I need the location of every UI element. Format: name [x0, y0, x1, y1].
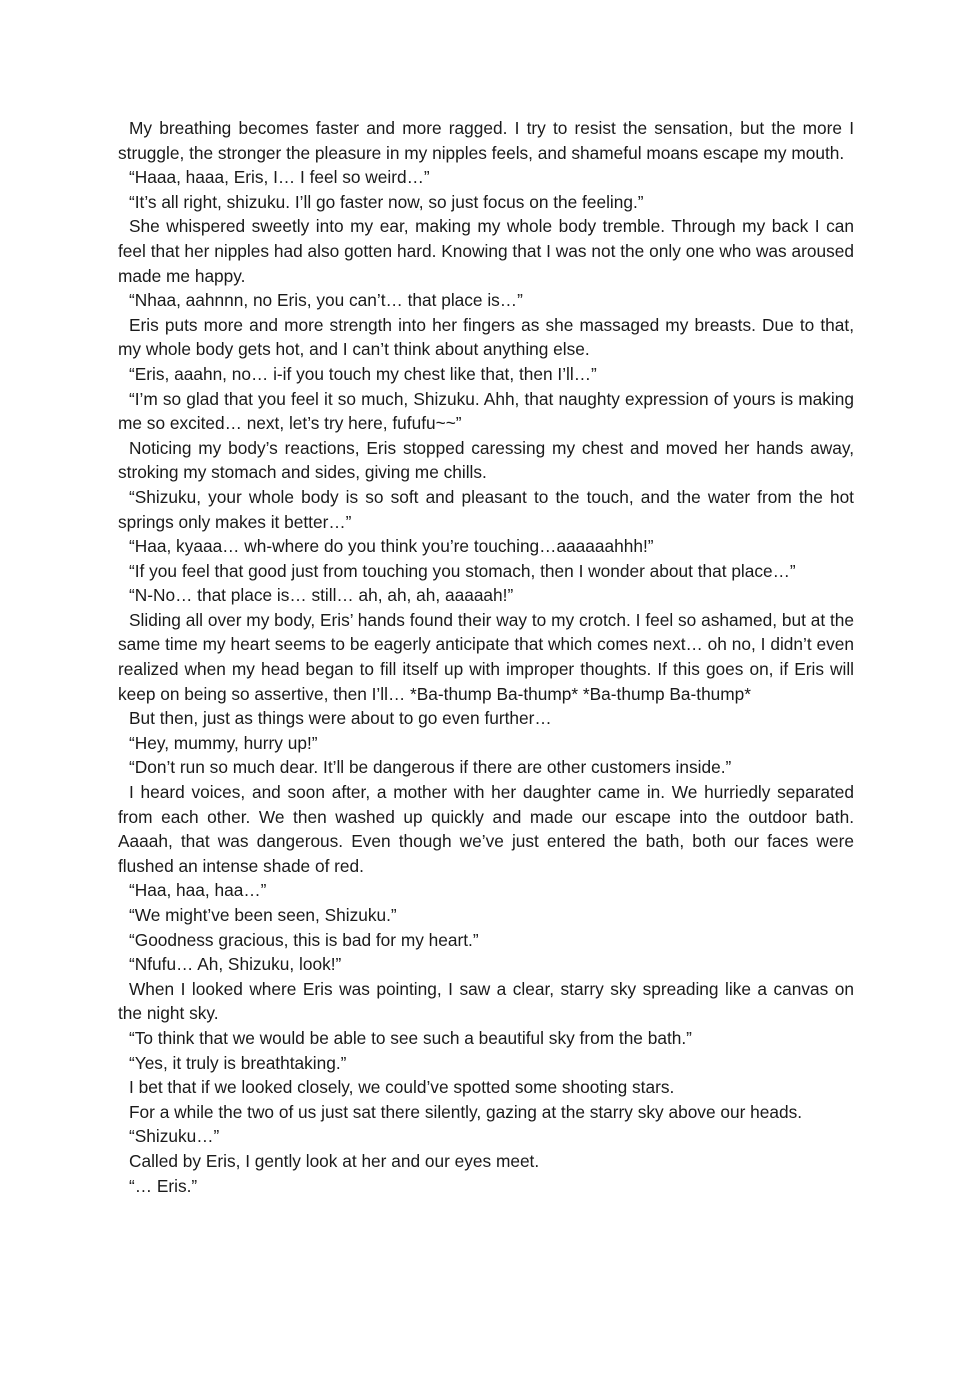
paragraph: “Don’t run so much dear. It’ll be dangerous if there are other customers inside.” [129, 757, 732, 778]
paragraph: My breathing becomes faster and more ragged. I try to resist the sensation, but the more I struggle, the stronger the pleasure in my nipples feels, and shameful moans escape my mouth. [118, 118, 854, 163]
paragraph: “Haa, kyaaa… wh-where do you think you’re touching…aaaaaahhh!” [129, 536, 654, 557]
paragraph: “To think that we would be able to see such a beautiful sky from the bath.” [129, 1027, 692, 1048]
paragraph: Sliding all over my body, Eris’ hands found their way to my crotch. I feel so ashamed, but at the same time my heart seems to be eagerly anticipate that which comes next… oh no, I didn’t even realized when my head began to fill itself up with improper thoughts. If this goes on, if Eris will keep on being so assertive, then I’ll… *Ba-thump Ba-thump* *Ba-thump Ba-thump* [118, 609, 854, 704]
paragraph: “If you feel that good just from touching you stomach, then I wonder about that place…” [129, 560, 796, 581]
paragraph: But then, just as things were about to go even further… [129, 708, 552, 729]
paragraph: “Eris, aaahn, no… i-if you touch my chest like that, then I’ll…” [129, 363, 597, 384]
paragraph: “Shizuku…” [129, 1126, 220, 1147]
paragraph: She whispered sweetly into my ear, making my whole body tremble. Through my back I can feel that her nipples had also gotten hard. Knowing that I was not the only one who was aroused made me happy. [118, 216, 854, 286]
paragraph: I heard voices, and soon after, a mother with her daughter came in. We hurriedly separated from each other. We then washed up quickly and made our escape into the outdoor bath. Aaaah, that was dangerous. Even though we’ve just entered the bath, both our faces were flushed an intense shade of red. [118, 782, 854, 876]
paragraph: “Haaa, haaa, Eris, I… I feel so weird…” [129, 167, 430, 188]
paragraph: Eris puts more and more strength into her fingers as she massaged my breasts. Due to that, my whole body gets hot, and I can’t think about anything else. [118, 314, 854, 360]
paragraph: “N-No… that place is… still… ah, ah, ah, aaaaah!” [129, 585, 514, 606]
paragraph: “Shizuku, your whole body is so soft and pleasant to the touch, and the water from the hot springs only makes it better…” [118, 486, 854, 532]
paragraph: “Haa, haa, haa…” [129, 880, 267, 901]
paragraph: Noticing my body’s reactions, Eris stopped caressing my chest and moved her hands away, stroking my stomach and sides, giving me chills. [118, 437, 854, 483]
paragraph: “Goodness gracious, this is bad for my heart.” [129, 929, 479, 950]
paragraph: “Nhaa, aahnnn, no Eris, you can’t… that place is…” [129, 290, 523, 311]
paragraph: “Yes, it truly is breathtaking.” [129, 1052, 347, 1073]
paragraph: “… Eris.” [129, 1175, 198, 1196]
paragraph: “Hey, mummy, hurry up!” [129, 732, 318, 753]
document-page [118, 116, 854, 1198]
paragraph: “I’m so glad that you feel it so much, Shizuku. Ahh, that naughty expression of yours is making me so excited… next, let’s try here, fufufu~~” [118, 388, 854, 434]
paragraph: I bet that if we looked closely, we could’ve spotted some shooting stars. [129, 1077, 675, 1098]
paragraph: When I looked where Eris was pointing, I saw a clear, starry sky spreading like a canvas on the night sky. [118, 978, 854, 1024]
paragraph: “We might’ve been seen, Shizuku.” [129, 905, 397, 925]
paragraph: “It’s all right, shizuku. I’ll go faster now, so just focus on the feeling.” [129, 191, 644, 212]
paragraph: Called by Eris, I gently look at her and our eyes meet. [129, 1150, 540, 1171]
paragraph: “Nfufu… Ah, Shizuku, look!” [129, 954, 342, 975]
paragraph: For a while the two of us just sat there silently, gazing at the starry sky above our heads. [129, 1101, 803, 1122]
